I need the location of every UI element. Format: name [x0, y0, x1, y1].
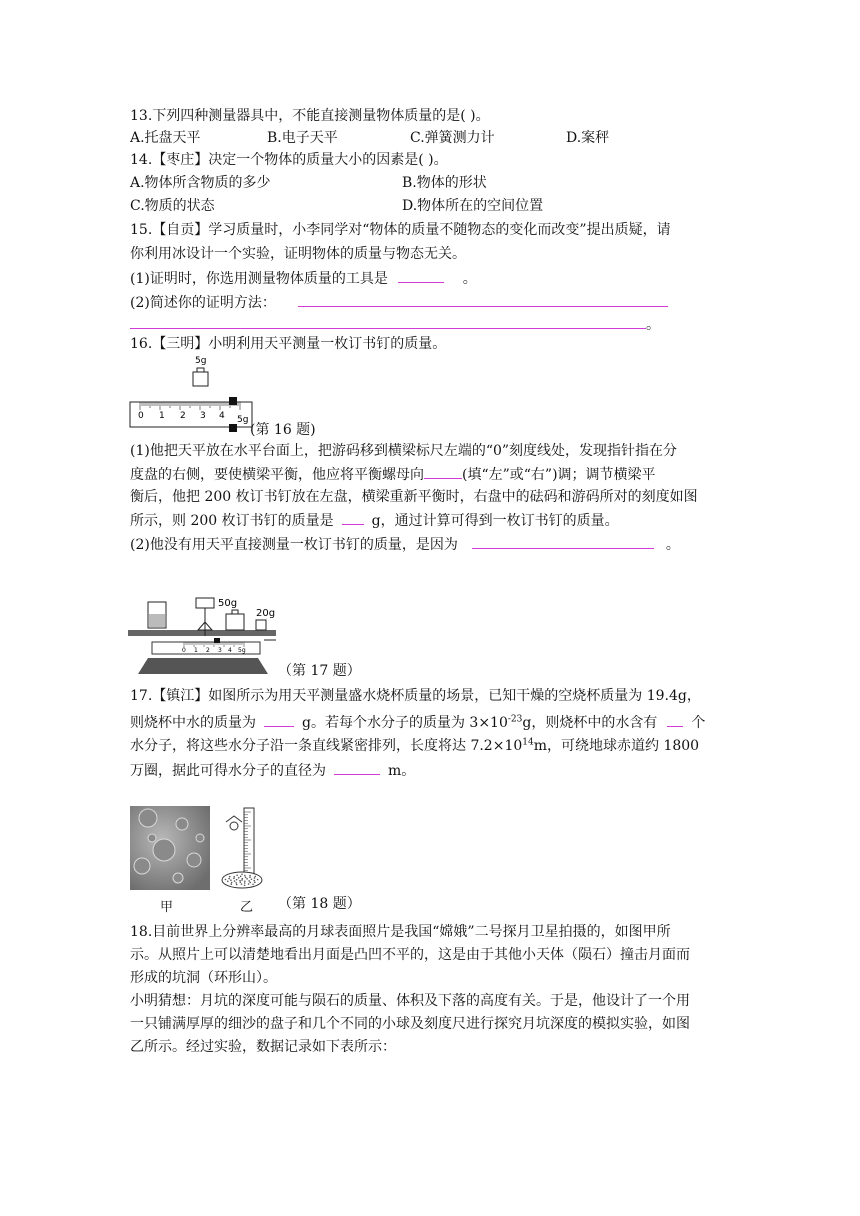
q16-text: g，通过计算可得到一枚订书钉的质量。 — [371, 513, 619, 529]
sand-grain — [230, 883, 232, 885]
q18-line-6: 乙所示。经过实验，数据记录如下表所示： — [130, 1039, 396, 1055]
q16-part-2 — [130, 534, 680, 555]
exponent: -23 — [507, 714, 523, 725]
q17-text: m，可绕地球赤道约 1800 — [533, 738, 700, 754]
sand-grain — [241, 874, 243, 876]
q13-option-a: A.托盘天平 — [130, 130, 201, 146]
q15-part-1 — [130, 268, 477, 289]
ruler-tick-labels — [138, 411, 248, 425]
sand-grain — [231, 882, 233, 884]
q16-text: 度盘的右侧，要使横梁平衡，他应将平衡螺母向 — [130, 467, 424, 483]
sand-grain — [242, 878, 244, 880]
q17-text: 则烧杯中水的质量为 — [130, 715, 256, 731]
q15-part-2-end: 。 — [646, 317, 660, 333]
sand-grain — [248, 880, 250, 882]
tick-label: 4 — [228, 647, 232, 654]
q15-part-2-cont — [130, 314, 660, 335]
sand-grain — [248, 883, 250, 885]
sand-grain — [227, 881, 229, 883]
sand-grain — [244, 884, 246, 886]
crater — [134, 858, 150, 874]
sand-grain — [254, 882, 256, 884]
sand-grain — [236, 884, 238, 886]
q15-line-2: 你利用冰设计一个实验，证明物体的质量与物态无关。 — [130, 246, 466, 262]
tick-label: 4 — [219, 411, 225, 421]
weight-label: 50g — [218, 598, 238, 609]
answer-blank[interactable] — [424, 464, 462, 479]
tick-label: 3 — [200, 411, 206, 421]
sand-grain — [245, 876, 247, 878]
sand-grain — [254, 877, 256, 879]
sand-grain — [234, 880, 236, 882]
q15-part-1-text: (1)证明时，你选用测量物体质量的工具是 — [130, 271, 388, 287]
q16-part-1-line-2 — [130, 464, 656, 485]
answer-blank[interactable] — [334, 760, 380, 775]
sand-grain — [240, 876, 242, 878]
q13-option-d: D.案秤 — [566, 130, 610, 146]
answer-blank[interactable] — [398, 268, 444, 283]
rider-marker — [229, 397, 237, 405]
crater — [187, 853, 201, 867]
q16-text: (2)他没有用天平直接测量一枚订书钉的质量，是因为 — [130, 537, 458, 553]
sand-grain — [239, 880, 241, 882]
q16-caption: (第 16 题) — [250, 422, 316, 438]
balance-pans — [128, 630, 276, 636]
hand-icon — [226, 816, 242, 822]
sand-grain — [244, 882, 246, 884]
q18-line-3: 形成的坑洞（环形山）。 — [130, 970, 277, 986]
answer-blank[interactable] — [130, 314, 646, 329]
q15-part-1-end: 。 — [462, 271, 477, 287]
q15-line-1: 15.【自贡】学习质量时，小李同学对“物体的质量不随物态的变化而改变”提出质疑，请 — [130, 222, 671, 238]
q17-line-2 — [130, 712, 705, 733]
sand-grain — [241, 879, 243, 881]
q17-text: g。若每个水分子的质量为 3×10 — [302, 715, 508, 731]
q15-part-2 — [130, 292, 668, 313]
tick-label: 5g — [237, 415, 249, 425]
answer-blank[interactable] — [472, 534, 654, 549]
q16-part-1-line-4 — [130, 510, 619, 531]
tick-label: 0 — [138, 411, 144, 421]
q17-line-3 — [130, 736, 699, 756]
sand-grain — [233, 876, 235, 878]
q14-option-c: C.物质的状态 — [130, 198, 215, 214]
answer-blank[interactable] — [342, 510, 364, 525]
q17-line-1: 17.【镇江】如图所示为用天平测量盛水烧杯质量的场景，已知干燥的空烧杯质量为 19.4g， — [130, 688, 701, 704]
pointer-dial-icon — [196, 598, 214, 608]
water-fill — [149, 614, 165, 627]
sand-grain — [249, 875, 251, 877]
tick-label: 1 — [159, 411, 165, 421]
q18-line-2: 示。从照片上可以清楚地看出月面是凸凹不平的，这是由于其他小天体（陨石）撞击月面而 — [130, 947, 690, 963]
tick-label: 3 — [218, 647, 222, 654]
q16-stem: 16.【三明】小明利用天平测量一枚订书钉的质量。 — [130, 336, 447, 352]
q17-caption: （第 17 题） — [278, 663, 361, 679]
q15-part-2-text: (2)简述你的证明方法： — [130, 295, 276, 311]
weight-icon — [193, 372, 208, 386]
q16-part-1-line-1: (1)他把天平放在水平台面上，把游码移到横梁标尺左端的“0”刻度线处，发现指针指在分 — [130, 443, 678, 459]
answer-blank[interactable] — [264, 712, 294, 727]
tick-label: 5g — [238, 647, 246, 654]
tick-label: 2 — [206, 647, 210, 654]
ruler-ticks — [140, 402, 240, 410]
sand-grain — [230, 879, 232, 881]
sand-grain — [233, 878, 235, 880]
sand-grain — [225, 879, 227, 881]
sand-grain — [246, 878, 248, 880]
q17-text: m。 — [388, 763, 416, 779]
tick-label: 0 — [182, 647, 186, 654]
q18-caption: （第 18 题） — [278, 896, 361, 912]
balance-base — [138, 658, 268, 674]
figure-label-yi: 乙 — [240, 900, 254, 915]
q18-line-1: 18.目前世界上分辨率最高的月球表面照片是我国“嫦娥”二号探月卫星拍摄的，如图甲所 — [130, 924, 671, 940]
q17-line-4 — [130, 760, 415, 781]
q17-balance-figure — [128, 592, 278, 684]
weight-50g-icon — [226, 614, 244, 630]
rider-marker — [214, 638, 220, 643]
q13-stem: 13.下列四种测量器具中，不能直接测量物体质量的是( )。 — [130, 108, 490, 124]
weight-knob — [197, 368, 204, 372]
q14-option-b: B.物体的形状 — [402, 175, 487, 191]
q16-text: (填“左”或“右”)调；调节横梁平 — [462, 467, 656, 483]
answer-blank[interactable] — [667, 712, 683, 727]
sand-grain — [255, 876, 257, 878]
sand-grain — [257, 879, 259, 881]
sand-grain — [241, 883, 243, 885]
figure-label-jia: 甲 — [160, 900, 174, 915]
sand-grain — [249, 876, 251, 878]
crater — [148, 834, 156, 842]
sand-grain — [249, 882, 251, 884]
weight-knob — [232, 610, 238, 614]
sand-grain — [235, 882, 237, 884]
sand-grain — [244, 881, 246, 883]
sand-grain — [253, 880, 255, 882]
q14-option-a: A.物体所含物质的多少 — [130, 175, 271, 191]
q18-line-5: 一只铺满厚厚的细沙的盘子和几个不同的小球及刻度尺进行探究月坑深度的模拟实验，如图 — [130, 1016, 690, 1032]
q14-option-d: D.物体所在的空间位置 — [402, 198, 544, 214]
q16-part-1-line-3: 衡后，他把 200 枚订书钉放在左盘，横梁重新平衡时，右盘中的砝码和游码所对的刻度如图 — [130, 489, 698, 505]
moon-surface-photo — [130, 806, 210, 890]
q17-text: g，则烧杯中的水含有 — [522, 715, 658, 731]
crater — [153, 839, 175, 861]
ball-icon — [230, 822, 238, 830]
sand-grain — [239, 881, 241, 883]
sand-grain — [252, 883, 254, 885]
sand-grain — [236, 879, 238, 881]
sand-grain — [236, 874, 238, 876]
q13-option-b: B.电子天平 — [267, 130, 338, 146]
tick-label: 2 — [180, 411, 186, 421]
q17-text: 水分子，将这些水分子沿一条直线紧密排列，长度将达 7.2×10 — [130, 738, 523, 754]
q14-stem: 14.【枣庄】决定一个物体的质量大小的因素是( )。 — [130, 152, 448, 168]
q13-option-c: C.弹簧测力计 — [410, 130, 495, 146]
q17-text: 个 — [691, 715, 706, 731]
q17-text: 万圈，据此可得水分子的直径为 — [130, 763, 326, 779]
sand-grain — [228, 878, 230, 880]
sand-grain — [229, 876, 231, 878]
q16-balance-scale-figure — [128, 352, 254, 434]
answer-blank[interactable] — [298, 292, 668, 307]
q16-text: 。 — [665, 537, 680, 553]
crater — [139, 809, 157, 827]
weight-20g-icon — [256, 620, 266, 630]
crater — [173, 873, 183, 883]
sand-grain — [244, 875, 246, 877]
q16-text: 所示，则 200 枚订书钉的质量是 — [130, 513, 334, 529]
sand-grain — [238, 877, 240, 879]
weight-label: 5g — [195, 356, 207, 366]
crater-experiment-apparatus — [220, 806, 270, 892]
crater — [176, 818, 188, 830]
rider-marker-bottom — [229, 424, 237, 432]
exponent: 14 — [522, 737, 534, 748]
q18-line-4: 小明猜想：月坑的深度可能与陨石的质量、体积及下落的高度有关。于是，他设计了一个用 — [130, 993, 690, 1009]
tick-label: 1 — [194, 647, 198, 654]
crater — [196, 834, 204, 842]
sand-grain — [251, 878, 253, 880]
weight-label: 20g — [256, 608, 276, 619]
